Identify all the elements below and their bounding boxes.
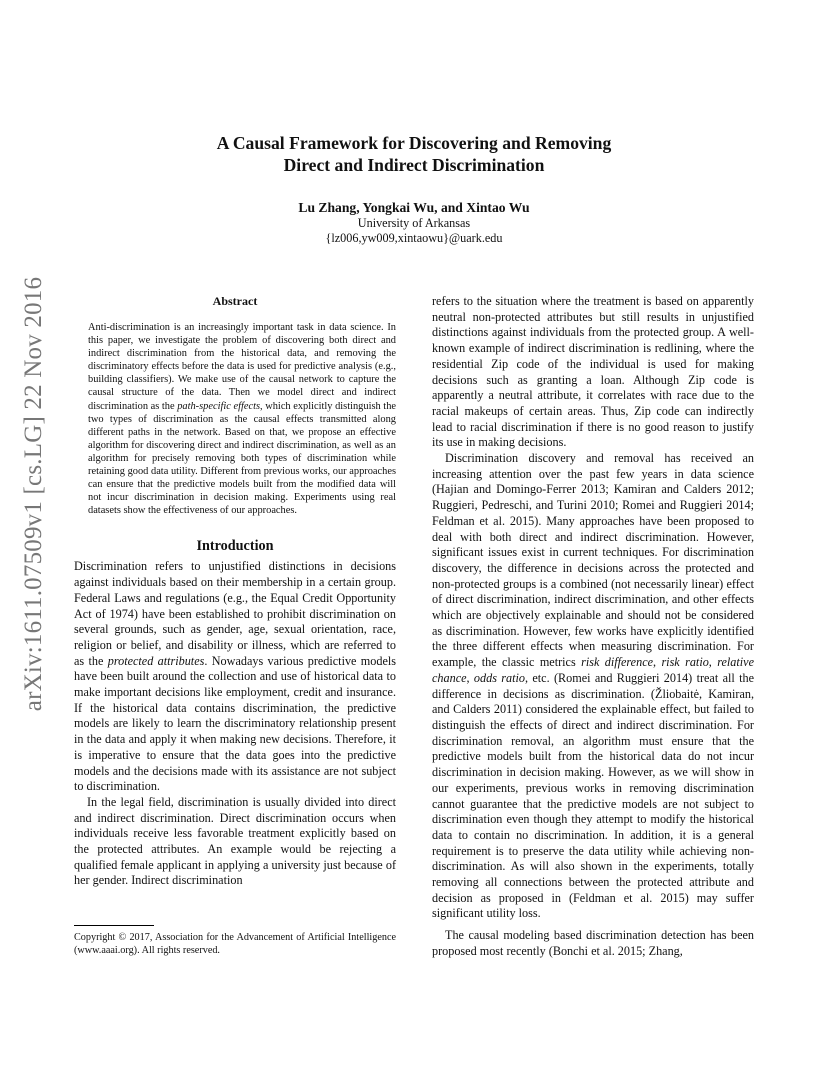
right-p2-emphasis-2: risk ratio bbox=[661, 655, 709, 670]
author-names: Lu Zhang, Yongkai Wu, and Xintao Wu bbox=[298, 200, 530, 215]
right-column bbox=[432, 294, 754, 960]
author-emails: {lz006,yw009,xintaowu}@uark.edu bbox=[325, 231, 503, 245]
title-line-2: Direct and Indirect Discrimination bbox=[283, 155, 545, 175]
footnote-rule bbox=[74, 925, 154, 926]
copyright-footnote bbox=[74, 925, 396, 957]
affiliation: University of Arkansas bbox=[357, 216, 471, 230]
intro-paragraph-2: In the legal field, discrimination is usually divided into direct and indirect discrimination. Direct discrimination occurs when individuals receive less favorable treatment explicitly based on the protected attributes. An example would be rejecting a qualified female applicant in applying a university just because of her gender. Indirect discrimination bbox=[74, 794, 396, 888]
right-p2-sep-1: , bbox=[653, 655, 662, 670]
right-p2-emphasis-1: risk difference bbox=[581, 655, 654, 670]
intro-p1-text-1: Discrimination refers to unjustified distinctions in decisions against individuals based on their membership in a certain group. Federal Laws and regulations (e.g., the Equal Credit Opportunity Act of 1974) have been established to prohibit discrimination on several grounds, such as gender, age, sexual orientation, race, religion or belief, and disability or illness, which are referred to as the bbox=[74, 559, 396, 668]
right-p2-text-1: Discrimination discovery and removal has received an increasing attention over the past few years in data science (Hajian and Domingo-Ferrer 2013; Kamiran and Calders 2012; Ruggieri, Pedreschi, and Turini 2010; Romei and Ruggieri 2014; Feldman et al. 2015). Many approaches have been proposed to deal with both direct and indirect discrimination. However, significant issues exist in current techniques. For discrimination discovery, the difference in decisions across the protected and non-protected groups is a combined (not necessarily linear) effect of direct discrimination, indirect discrimination, and other effects which are objectively explainable and should not be considered as discrimination. However, few works have explicitly identified the three different effects when measuring discrimination. For example, the classic metrics bbox=[432, 451, 754, 670]
author-block bbox=[100, 199, 728, 246]
right-paragraph-3: The causal modeling based discrimination detection has been proposed most recently (Bonchi et al. 2015; Zhang, bbox=[432, 928, 754, 958]
abstract-text-1: Anti-discrimination is an increasingly important task in data science. In this paper, we investigate the problem of discovering both direct and indirect discrimination from the historical data, and removing the discriminatory effects before the data is used for predictive analysis (e.g., building classifiers). We make use of the causal network to capture the causal structure of the data. Then we model direct and indirect discrimination as the bbox=[88, 322, 396, 412]
introduction-heading: Introduction bbox=[196, 538, 274, 555]
introduction-body bbox=[74, 559, 396, 889]
right-column-body bbox=[432, 294, 754, 960]
abstract-paragraph bbox=[88, 321, 396, 517]
right-p2-sep-3: , bbox=[466, 670, 474, 685]
right-paragraph-2 bbox=[432, 451, 754, 922]
left-column bbox=[74, 294, 396, 889]
paper-title bbox=[100, 132, 728, 176]
intro-p1-text-2: . Nowadays various predictive models have been built around the collection and use of historical data to make important decisions like employment, credit and insurance. If the historical data contains discrimination, the predictive models are likely to learn the discriminatory relationship present in the data and apply it when making new decisions. Therefore, it is imperative to ensure that the data goes into the predictive models and the decisions made with its assistance are not subject to discrimination. bbox=[74, 653, 397, 794]
right-p2-sep-2: , bbox=[708, 655, 718, 670]
copyright-text: Copyright © 2017, Association for the Advancement of Artificial Intelligence (www.aaai.org). All rights reserved. bbox=[74, 932, 396, 956]
abstract-body bbox=[88, 321, 396, 517]
right-p2-emphasis-3: relative chance bbox=[432, 655, 754, 685]
arxiv-identifier: arXiv:1611.07509v1 [cs.LG] 22 Nov 2016 bbox=[20, 276, 47, 712]
abstract-heading: Abstract bbox=[212, 294, 258, 308]
right-p2-emphasis-4: odds ratio bbox=[473, 670, 525, 685]
intro-p1-emphasis: protected attributes bbox=[107, 653, 205, 668]
title-line-1: A Causal Framework for Discovering and Removing bbox=[216, 133, 612, 153]
abstract-emphasis: path-specific effects bbox=[177, 400, 261, 412]
arxiv-sidebar bbox=[14, 276, 54, 712]
right-paragraph-1: refers to the situation where the treatment is based on apparently neutral non-protected attributes but still results in unjustified distinctions against individuals from the protected group. A well-known example of indirect discrimination is redlining, where the residential Zip code of the individual is used for making decisions such as granting a loan. Although Zip code is apparently a neutral attribute, it correlates with race due to the racial makeups of certain areas. Thus, Zip code can indirectly lead to racial discrimination if there is no good reason to justify its use in making decisions. bbox=[432, 294, 754, 450]
abstract-text-2: , which explicitly distinguish the two types of discrimination as the causal effects transmitted along different paths in the network. Based on that, we propose an effective algorithm for discovering direct and indirect discrimination, as well as an algorithm for precisely removing both types of discrimination while retaining good data utility. Different from previous works, our approaches can ensure that the predictive models built from the modified data will not incur discrimination in decision making. Experiments using real datasets show the effectiveness of our approaches. bbox=[88, 400, 397, 517]
intro-paragraph-1 bbox=[74, 559, 396, 795]
right-p2-text-2: , etc. (Romei and Ruggieri 2014) treat all the difference in decisions as discrimination. (Žliobaitė, Kamiran, and Calders 2011) considered the explainable effect, but failed to distinguish the effects of direct and indirect discrimination. For discrimination removal, an algorithm must ensure that the predictive models built from the historical data do not incur discrimination in decision making. However, as we will show in our experiments, previous works in removing discrimination cannot guarantee that the predictive models are not subject to discrimination even though they attempt to modify the historical data to contain no discrimination. In addition, it is a general requirement is to preserve the data utility while achieving non-discrimination. As will also shown in the experiments, totally removing all connections between the protected attribute and decision as proposed in (Feldman et al. 2015) may suffer significant utility loss. bbox=[432, 670, 754, 921]
